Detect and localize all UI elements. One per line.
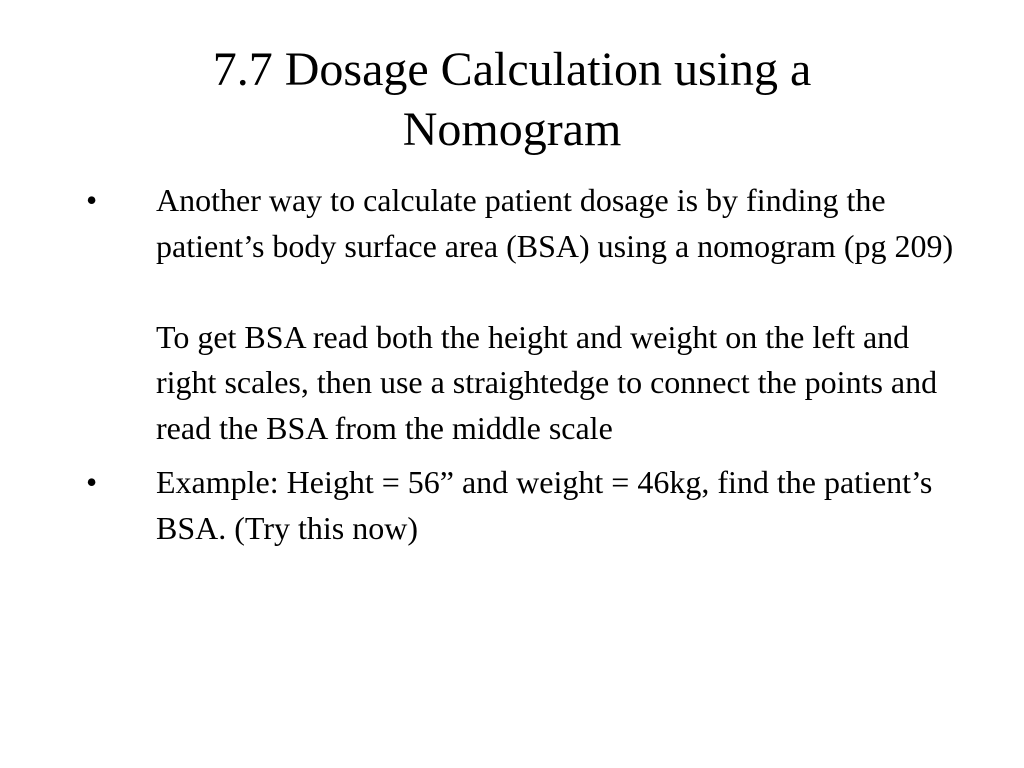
paragraph-spacer — [156, 269, 956, 315]
bullet-point-icon: • — [86, 464, 98, 500]
slide-title — [60, 40, 964, 160]
bullet-paragraph-example: Example: Height = 56” and weight = 46kg, find the patient’s BSA. (Try this now) — [156, 464, 933, 546]
bullet-item-bsa-method — [86, 178, 956, 451]
slide-title-line-2: Nomogram — [402, 103, 622, 156]
bullet-item-example — [86, 460, 956, 551]
bullet-list — [86, 178, 956, 551]
bullet-paragraph-bsa-intro: Another way to calculate patient dosage is by finding the patient’s body surface area (BSA) using a nomogram (pg 209) — [156, 182, 954, 264]
bullet-point-icon: • — [86, 182, 98, 218]
bullet-paragraph-bsa-steps: To get BSA read both the height and weight on the left and right scales, then use a straightedge to connect the points and read the BSA from the middle scale — [156, 318, 938, 446]
slide-title-line-1: 7.7 Dosage Calculation using a — [212, 43, 812, 96]
